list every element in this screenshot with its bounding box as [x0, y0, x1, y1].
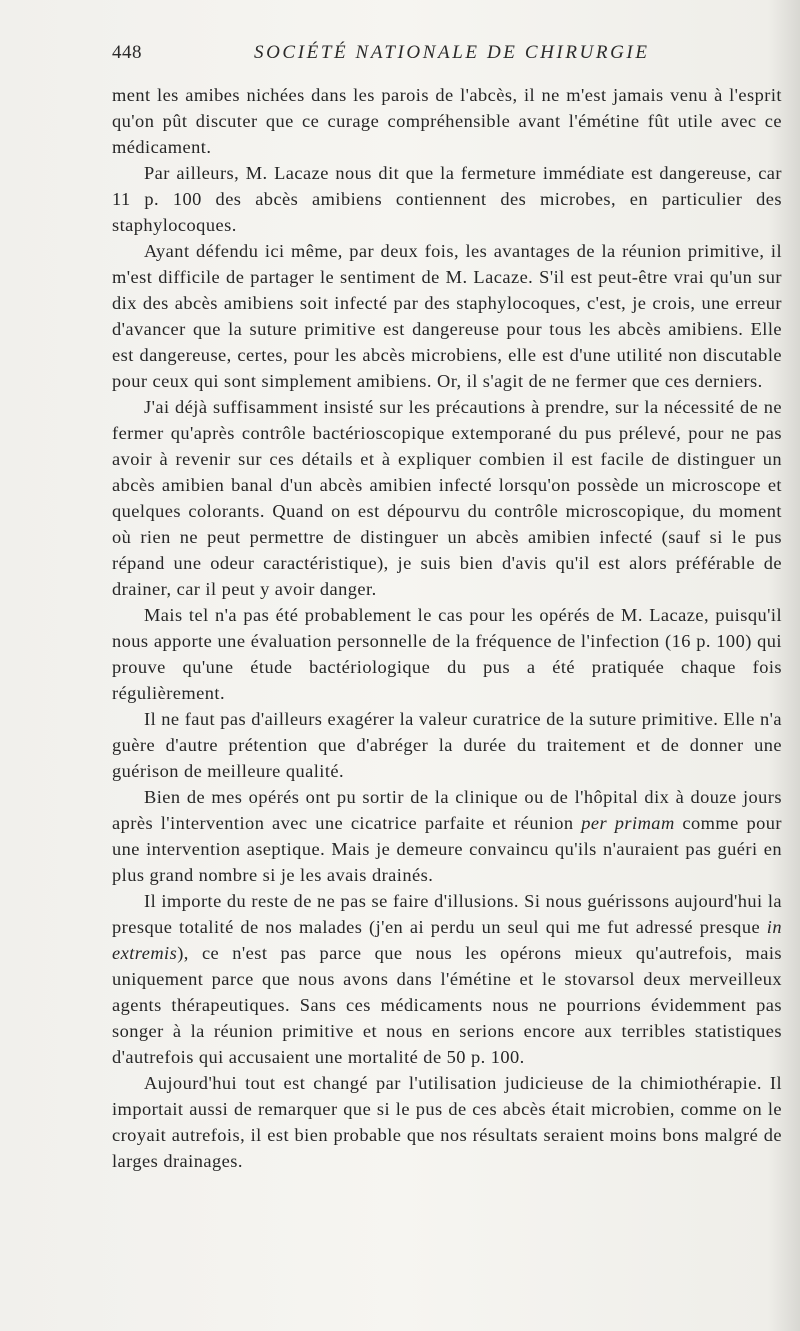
- paragraph-8-text-after: ), ce n'est pas parce que nous les opérons mieux qu'autrefois, mais uniquement parce que nous avons dans l'émétine et le stovarsol deux merveilleux agents thérapeutiques. Sans ces médicaments nous ne pourrions évidemment pas songer à la réunion primitive et nous en serions encore aux terribles statistiques d'autrefois qui accusaient une mortalité de 50 p. 100.: [112, 943, 782, 1067]
- paragraph-9: Aujourd'hui tout est changé par l'utilisation judicieuse de la chimiothérapie. Il importait aussi de remarquer que si le pus de ces abcès était microbien, comme on le croyait autrefois, il est bien probable que nos résultats seraient moins bons malgré de larges drainages.: [112, 1073, 782, 1171]
- paragraph-6: Il ne faut pas d'ailleurs exagérer la valeur curatrice de la suture primitive. Elle n'a guère d'autre prétention que d'abréger la durée du traitement et de donner une guérison de meilleure qualité.: [112, 709, 782, 781]
- paragraph-3: Ayant défendu ici même, par deux fois, les avantages de la réunion primitive, il m'est difficile de partager le sentiment de M. Lacaze. S'il est peut-être vrai qu'un sur dix des abcès amibiens soit infecté par des staphylocoques, c'est, je crois, une erreur d'avancer que la suture primitive est dangereuse pour tous les abcès amibiens. Elle est dangereuse, certes, pour les abcès microbiens, elle est d'une utilité non discutable pour ceux qui sont simplement amibiens. Or, il s'agit de ne fermer que ces derniers.: [112, 241, 782, 391]
- paragraph-5: Mais tel n'a pas été probablement le cas pour les opérés de M. Lacaze, puisqu'il nous apporte une évaluation personnelle de la fréquence de l'infection (16 p. 100) qui prouve qu'une étude bactériologique du pus a été pratiquée chaque fois régulièrement.: [112, 605, 782, 703]
- paragraph-2: Par ailleurs, M. Lacaze nous dit que la fermeture immédiate est dangereuse, car 11 p. 100 des abcès amibiens contiennent des microbes, en particulier des staphylocoques.: [112, 163, 782, 235]
- page-number: 448: [112, 42, 142, 63]
- latin-phrase-per-primam: per primam: [581, 813, 675, 833]
- paragraph-7-text-before: Bien de mes opérés ont pu sortir de la clinique ou de l'hôpital dix à douze jours après l'intervention avec une cicatrice parfaite et réunion: [112, 787, 782, 833]
- paragraph-7: [112, 784, 782, 888]
- body-text: [112, 82, 782, 1174]
- running-head: SOCIÉTÉ NATIONALE DE CHIRURGIE: [254, 42, 650, 63]
- paragraph-7-text-after: comme pour une intervention aseptique. Mais je demeure convaincu qu'ils n'auraient pas guéri en plus grand nombre si je les avais drainés.: [112, 813, 782, 885]
- latin-phrase-in-extremis: in extremis: [112, 917, 782, 963]
- paragraph-8: [112, 888, 782, 1070]
- paragraph-4: J'ai déjà suffisamment insisté sur les précautions à prendre, sur la nécessité de ne fermer qu'après contrôle bactérioscopique extemporané du pus prélevé, pour ne pas avoir à revenir sur ces détails et à expliquer combien il est facile de distinguer un abcès amibien banal d'un abcès amibien infecté lorsqu'on possède un microscope et quelques colorants. Quand on est dépourvu du contrôle microscopique, du moment où rien ne peut permettre de distinguer un abcès amibien infecté (sauf si le pus répand une odeur caractéristique), je suis bien d'avis qu'il est alors préférable de drainer, car il peut y avoir danger.: [112, 397, 782, 599]
- paragraph-8-text-before: Il importe du reste de ne pas se faire d'illusions. Si nous guérissons aujourd'hui la presque totalité de nos malades (j'en ai perdu un seul qui me fut adressé presque: [112, 891, 782, 937]
- paragraph-1: ment les amibes nichées dans les parois de l'abcès, il ne m'est jamais venu à l'esprit qu'on pût discuter que ce curage compréhensible avant l'émétine fût utile avec ce médicament.: [112, 85, 782, 157]
- page-header: [112, 38, 782, 66]
